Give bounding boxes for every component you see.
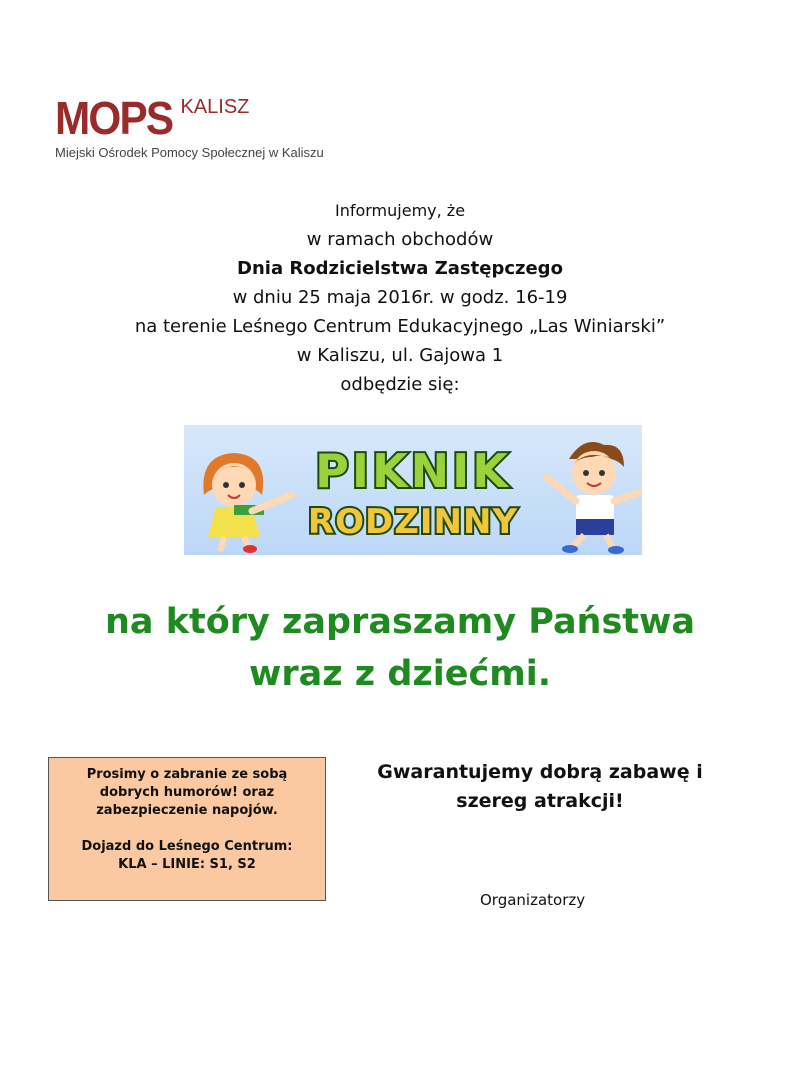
guarantee-text — [340, 758, 740, 816]
picnic-banner — [184, 425, 642, 555]
logo-city-text: KALISZ — [180, 96, 250, 118]
organizers-signature: Organizatorzy — [480, 891, 586, 909]
guarantee-line-1: Gwarantujemy dobrą zabawę i — [377, 761, 703, 783]
event-address: w Kaliszu, ul. Gajowa 1 — [296, 345, 504, 366]
intro-line-7: odbędzie się: — [340, 374, 460, 395]
intro-line-1: Informujemy, że — [334, 201, 466, 220]
intro-line-2: w ramach obchodów — [306, 229, 494, 250]
info-line-2: dobrych humorów! oraz — [99, 785, 275, 800]
logo-mops-text: MOPS — [55, 92, 173, 144]
invitation-text — [0, 596, 800, 700]
boy-illustration — [546, 442, 638, 554]
girl-illustration — [203, 453, 292, 553]
transport-lines: KLA – LINIE: S1, S2 — [118, 857, 256, 872]
info-box — [48, 757, 326, 901]
logo-subtitle: Miejski Ośrodek Pomocy Społecznej w Kaliszu — [55, 145, 324, 160]
info-line-3: zabezpieczenie napojów. — [96, 803, 278, 818]
invitation-line-2: wraz z dziećmi. — [249, 654, 551, 694]
banner-word-rodzinny: RODZINNY — [307, 502, 519, 542]
invitation-line-1: na który zapraszamy Państwa — [104, 602, 695, 642]
info-line-1: Prosimy o zabranie ze sobą — [86, 767, 288, 782]
banner-word-piknik: PIKNIK — [315, 444, 511, 498]
event-date: w dniu 25 maja 2016r. w godz. 16-19 — [232, 287, 568, 308]
transport-heading: Dojazd do Leśnego Centrum: — [81, 839, 293, 854]
guarantee-line-2: szereg atrakcji! — [456, 790, 624, 812]
mops-logo — [55, 92, 324, 160]
intro-text — [0, 196, 800, 399]
event-location: na terenie Leśnego Centrum Edukacyjnego „Las Winiarski” — [134, 316, 666, 337]
event-name: Dnia Rodzicielstwa Zastępczego — [237, 258, 563, 279]
